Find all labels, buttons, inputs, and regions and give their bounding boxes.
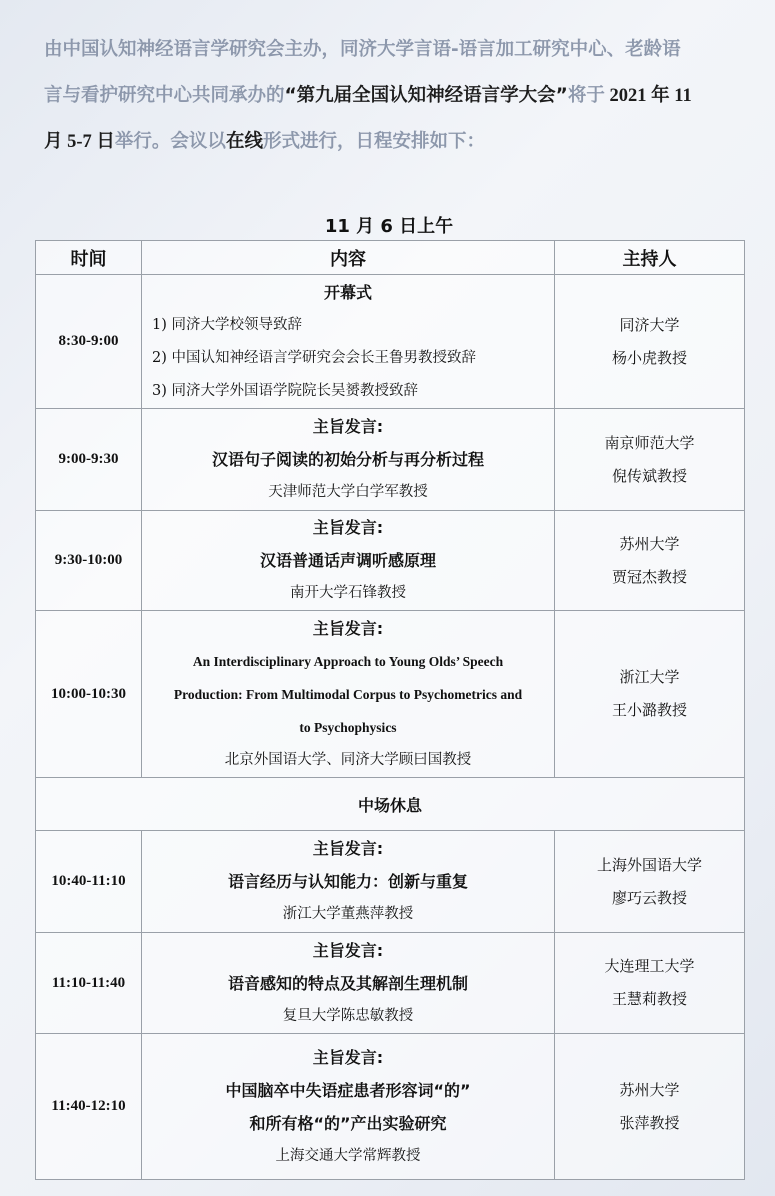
host-org: 同济大学: [619, 315, 680, 334]
host-org: 苏州大学: [619, 1080, 680, 1099]
session-host: [555, 611, 745, 778]
session-time: 10:40-11:10: [36, 831, 142, 933]
session-host: [555, 831, 745, 933]
speaker: 北京外国语大学、同济大学顾曰国教授: [224, 751, 472, 768]
session-label: 主旨发言:: [312, 1047, 384, 1067]
session-content: [142, 275, 555, 409]
table-row: [36, 409, 745, 511]
session-label: 开幕式: [323, 282, 372, 302]
host-org: 南京师范大学: [604, 433, 695, 452]
intro-text: 举行。会议以: [114, 131, 226, 152]
host-name: 张萍教授: [619, 1113, 680, 1132]
talk-title: 语音感知的特点及其解剖生理机制: [227, 973, 468, 993]
table-row: [36, 275, 745, 409]
conference-date-year: 2021 年 11: [604, 86, 692, 106]
speaker: 浙江大学董燕萍教授: [282, 906, 414, 922]
session-content: [142, 611, 555, 778]
schedule-table: [35, 240, 745, 1180]
talk-title-line: An Interdisciplinary Approach to Young Olds’ Speech: [192, 653, 504, 669]
talk-title-line: Production: From Multimodal Corpus to Psychometrics and: [173, 686, 523, 702]
table-row: [36, 831, 745, 933]
session-time: 9:00-9:30: [36, 409, 142, 511]
conference-format: 在线: [225, 131, 263, 152]
talk-title: 汉语普通话声调听感原理: [259, 551, 436, 570]
session-content: [142, 511, 555, 611]
host-name: 倪传斌教授: [611, 466, 687, 485]
header-host: 主持人: [555, 241, 745, 275]
session-label: 主旨发言:: [312, 417, 384, 436]
agenda-item: 2) 中国认知神经语言学研究会会长王鲁男教授致辞: [152, 349, 476, 366]
header-time: 时间: [36, 241, 142, 275]
table-row: [36, 611, 745, 778]
host-name: 廖巧云教授: [611, 888, 687, 907]
session-label: 主旨发言:: [312, 618, 384, 638]
intro-text: 形式进行，日程安排如下：: [262, 131, 485, 152]
session-host: [555, 275, 745, 409]
session-host: [555, 1034, 745, 1180]
host-org: 浙江大学: [619, 668, 680, 686]
session-content: [142, 409, 555, 511]
intro-line-2: [44, 73, 744, 119]
speaker: 复旦大学陈忠敏教授: [282, 1007, 414, 1024]
intro-paragraph: [44, 27, 744, 165]
session-content: [142, 1034, 555, 1180]
talk-title-line: 和所有格“的”产出实验研究: [249, 1113, 447, 1133]
session-content: [142, 933, 555, 1034]
intro-line-3: [44, 119, 744, 165]
agenda-item: 1) 同济大学校领导致辞: [152, 316, 302, 333]
session-host: [555, 511, 745, 611]
host-org: 苏州大学: [619, 534, 680, 553]
talk-title-line: to Psychophysics: [299, 719, 397, 735]
conference-date-days: 月 5-7 日: [44, 132, 115, 152]
session-label: 主旨发言:: [312, 940, 384, 960]
session-time: 8:30-9:00: [36, 275, 142, 409]
break-row: [36, 778, 745, 831]
intro-text: 言与看护研究中心共同承办的: [44, 85, 285, 106]
intro-line-1: [44, 27, 744, 73]
session-time: 11:40-12:10: [36, 1034, 142, 1180]
session-label: 主旨发言:: [312, 839, 384, 858]
table-row: [36, 511, 745, 611]
speaker: 南开大学石锋教授: [290, 585, 406, 601]
table-header-row: [36, 241, 745, 275]
speaker: 天津师范大学白学军教授: [268, 484, 428, 500]
host-name: 贾冠杰教授: [611, 567, 687, 586]
intro-text: 由中国认知神经语言学研究会主办，同济大学言语-语言加工研究中心、老龄语: [44, 39, 681, 60]
break-label: 中场休息: [36, 778, 745, 831]
session-time: 10:00-10:30: [36, 611, 142, 778]
host-name: 王小潞教授: [611, 701, 687, 719]
session-time: 9:30-10:00: [36, 511, 142, 611]
header-content: 内容: [142, 241, 555, 275]
table-row: [36, 1034, 745, 1180]
host-name: 杨小虎教授: [611, 348, 687, 367]
speaker: 上海交通大学常辉教授: [275, 1147, 421, 1164]
talk-title: 语言经历与认知能力：创新与重复: [227, 872, 468, 891]
agenda-item: 3) 同济大学外国语学院院长吴赟教授致辞: [152, 382, 418, 399]
host-name: 王慧莉教授: [611, 990, 687, 1008]
session-label: 主旨发言:: [312, 518, 384, 537]
conference-name: “第九届全国认知神经语言学大会”: [284, 85, 568, 106]
session-host: [555, 933, 745, 1034]
intro-text: 将于: [567, 85, 605, 106]
host-org: 上海外国语大学: [596, 855, 702, 874]
session-time: 11:10-11:40: [36, 933, 142, 1034]
table-row: [36, 933, 745, 1034]
session-content: [142, 831, 555, 933]
talk-title: 汉语句子阅读的初始分析与再分析过程: [211, 450, 484, 469]
host-org: 大连理工大学: [604, 957, 695, 975]
talk-title-line: 中国脑卒中失语症患者形容词“的”: [225, 1080, 471, 1100]
session-host: [555, 409, 745, 511]
day-title: 11 月 6 日上午: [324, 216, 454, 237]
